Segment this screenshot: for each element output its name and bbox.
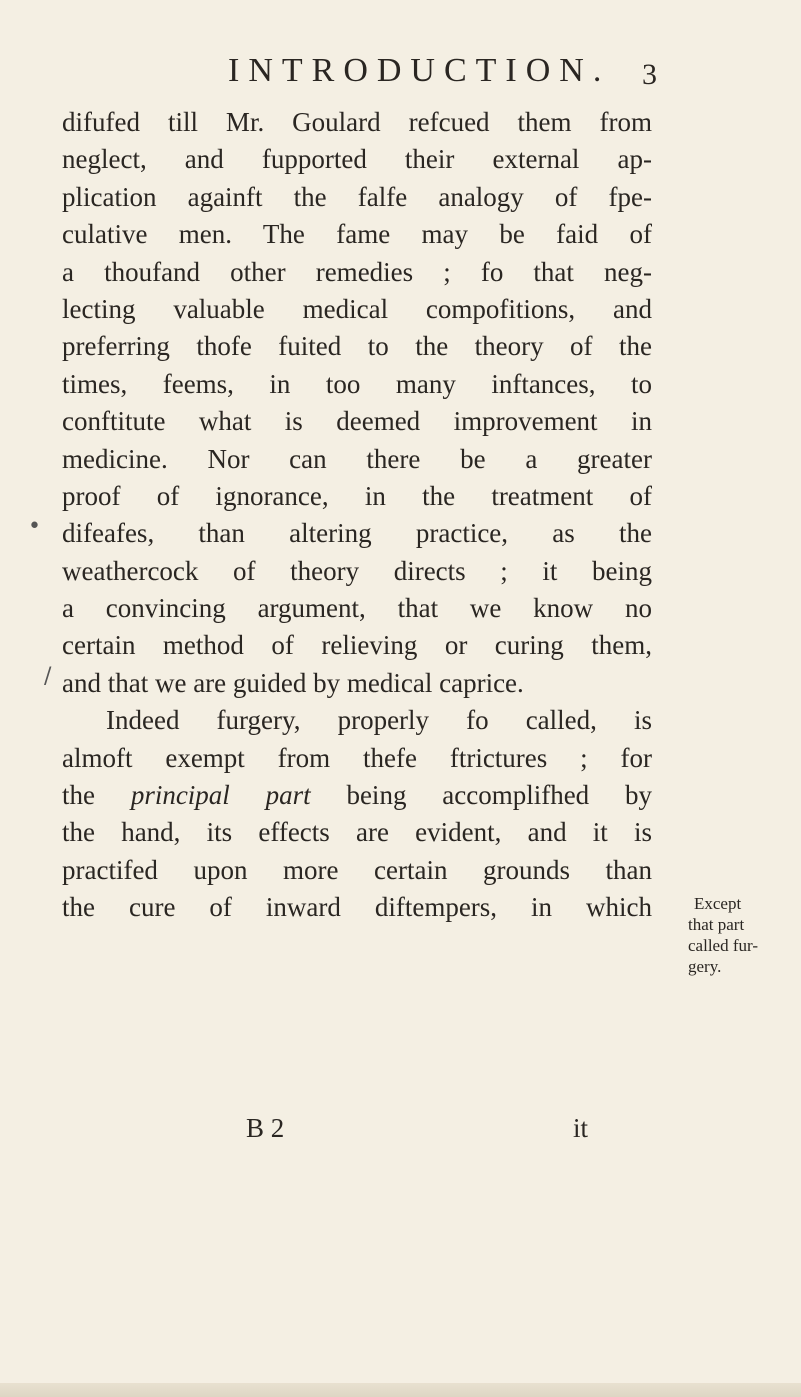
text-line: difeafes, than altering practice, as the (62, 518, 652, 549)
signature-mark: B 2 (246, 1113, 285, 1143)
text-line: medicine. Nor can there be a greater (62, 443, 652, 474)
text-line: neglect, and fupported their external ap- (62, 144, 652, 175)
text-line: culative men. The fame may be faid of (62, 219, 652, 250)
margin-note-line: that part (688, 915, 745, 934)
catchword: it (573, 1113, 589, 1143)
italic-phrase: principal part (130, 780, 311, 811)
text-line: certain method of relieving or curing them, (62, 630, 652, 661)
page-header (0, 52, 801, 96)
paragraph-start-line: Indeed furgery, properly fo called, is (106, 705, 652, 736)
margin-note-line: Except (694, 894, 742, 913)
text-line: proof of ignorance, in the treatment of (62, 480, 652, 511)
text-line: conftitute what is deemed improvement in (62, 406, 652, 437)
text-line: preferring thofe fuited to the theory of the (62, 331, 652, 362)
text-line: difufed till Mr. Goulard refcued them from (62, 107, 652, 137)
margin-note (688, 893, 788, 977)
margin-slash-mark: / (44, 664, 52, 689)
text-fragment: being accomplifhed by (310, 780, 652, 811)
text-line: times, feems, in too many inftances, to (62, 368, 652, 399)
text-line: almoft exempt from thefe ftrictures ; for (62, 742, 652, 773)
text-line: and that we are guided by medical caprice. (62, 667, 524, 698)
text-line: the cure of inward diftempers, in which (62, 892, 652, 923)
text-line-with-italic (62, 777, 652, 814)
text-line: a convincing argument, that we know no (62, 593, 652, 624)
page-edge (0, 1383, 801, 1397)
page-footer (0, 1113, 801, 1153)
body-text (62, 104, 652, 927)
margin-bullet-mark: • (28, 514, 41, 539)
margin-note-line: called fur- (688, 936, 758, 955)
text-line: a thoufand other remedies ; fo that neg- (62, 256, 652, 287)
running-title: INTRODUCTION. (228, 52, 611, 89)
text-line: weathercock of theory directs ; it being (62, 555, 652, 586)
text-line: lecting valuable medical compofitions, and (62, 293, 652, 324)
text-line: the hand, its effects are evident, and it is (62, 817, 652, 848)
page-number: 3 (642, 58, 657, 91)
margin-note-line: gery. (688, 957, 722, 976)
text-line: plication againft the falfe analogy of fpe- (62, 181, 652, 212)
text-line: practifed upon more certain grounds than (62, 854, 652, 885)
text-fragment: the (62, 780, 131, 811)
